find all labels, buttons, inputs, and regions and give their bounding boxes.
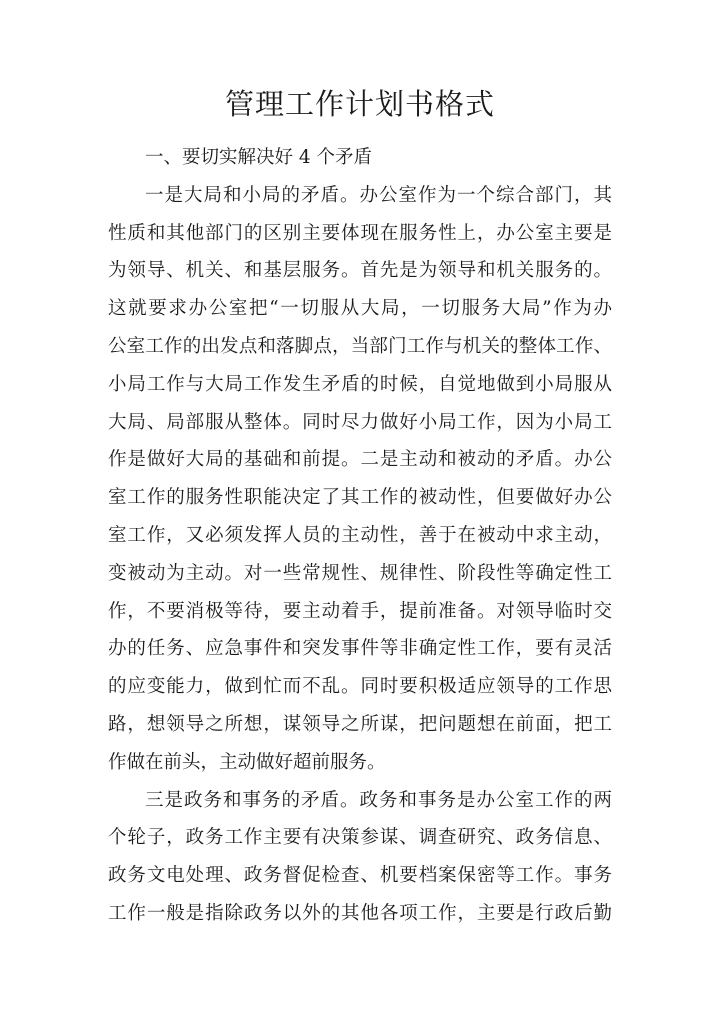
- text-line: 这就要求办公室把“一切服从大局，一切服务大局”作为办: [108, 298, 612, 320]
- text-line: 一、要切实解决好 4 个矛盾: [145, 147, 373, 168]
- text-line: 作是做好大局的基础和前提。二是主动和被动的矛盾。办公: [108, 449, 612, 471]
- text-line: 政务文电处理、政务督促检查、机要档案保密等工作。事务: [108, 865, 612, 887]
- text-line: 变被动为主动。对一些常规性、规律性、阶段性等确定性工: [108, 562, 612, 584]
- text-line: 室工作的服务性职能决定了其工作的被动性，但要做好办公: [108, 487, 612, 509]
- document-title: 管理工作计划书格式: [224, 87, 495, 121]
- text-line: 大局、局部服从整体。同时尽力做好小局工作，因为小局工: [108, 411, 612, 433]
- text-line: 作做在前头，主动做好超前服务。: [108, 751, 386, 773]
- text-line: 室工作，又必须发挥人员的主动性，善于在被动中求主动，: [108, 524, 612, 546]
- text-line: 三是政务和事务的矛盾。政务和事务是办公室工作的两: [145, 789, 612, 811]
- text-line: 一是大局和小局的矛盾。办公室作为一个综合部门，其: [145, 184, 612, 206]
- text-line: 性质和其他部门的区别主要体现在服务性上，办公室主要是: [108, 222, 612, 244]
- text-line: 路，想领导之所想，谋领导之所谋，把问题想在前面，把工: [108, 713, 612, 735]
- text-line: 的应变能力，做到忙而不乱。同时要积极适应领导的工作思: [108, 676, 612, 698]
- text-line: 作，不要消极等待，要主动着手，提前准备。对领导临时交: [108, 600, 612, 622]
- text-line: 为领导、机关、和基层服务。首先是为领导和机关服务的。: [108, 260, 612, 282]
- text-line: 办的任务、应急事件和突发事件等非确定性工作，要有灵活: [108, 638, 612, 660]
- text-line: 个轮子，政务工作主要有决策参谋、调查研究、政务信息、: [108, 827, 612, 849]
- text-line: 小局工作与大局工作发生矛盾的时候，自觉地做到小局服从: [108, 373, 612, 395]
- text-line: 公室工作的出发点和落脚点，当部门工作与机关的整体工作、: [108, 335, 612, 357]
- document-body: [108, 139, 612, 933]
- text-line: 工作一般是指除政务以外的其他各项工作，主要是行政后勤: [108, 902, 612, 924]
